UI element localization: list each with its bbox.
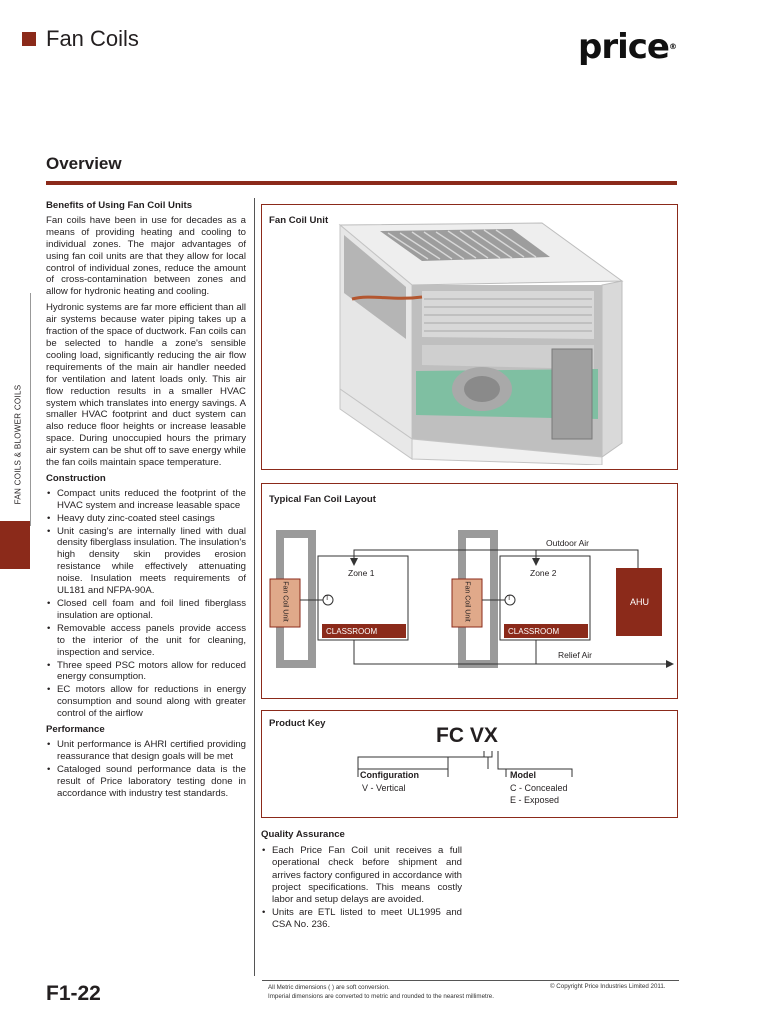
- page-number: F1-22: [46, 982, 101, 1005]
- sidebar-tab-label: [4, 380, 34, 510]
- model-heading: Model: [510, 770, 536, 780]
- construction-list: [46, 488, 246, 720]
- fan-coil-unit-1-label: Fan Coil Unit: [281, 581, 289, 622]
- page-header-title: Fan Coils: [46, 26, 139, 51]
- list-item: • Removable access panels provide access to the interior of the unit for cleaning, inspection and service.: [46, 623, 246, 659]
- fan-coil-unit-label: Fan Coil Unit: [269, 215, 329, 226]
- list-item: • EC motors allow for reductions in energy consumption and sound along with greater control of the airflow: [46, 684, 246, 720]
- sidebar-label-text: FAN COILS & BLOWER COILS: [13, 384, 23, 505]
- section-rule: [46, 181, 677, 185]
- product-key-code: FC VX: [436, 724, 498, 747]
- construction-heading: Construction: [46, 472, 106, 484]
- copyright: © Copyright Price Industries Limited 2011.: [550, 983, 666, 990]
- header-accent-square: [22, 32, 36, 46]
- product-key-label: Product Key: [269, 718, 326, 729]
- registered-mark: ®: [668, 42, 677, 51]
- ahu-label: AHU: [630, 597, 650, 607]
- performance-heading: Performance: [46, 724, 105, 736]
- fan-coil-unit-illustration: [332, 219, 632, 465]
- left-column: [46, 200, 246, 804]
- model-value-concealed: C - Concealed: [510, 783, 568, 793]
- benefits-heading: Benefits of Using Fan Coil Units: [46, 200, 193, 211]
- fan-coil-layout-label: Typical Fan Coil Layout: [269, 494, 376, 505]
- footer-note-line-1: All Metric dimensions ( ) are soft conversion.: [268, 984, 390, 991]
- footer-rule: [262, 980, 679, 981]
- section-title: Overview: [46, 154, 122, 173]
- benefits-paragraph-1: Fan coils have been in use for decades as a means of providing heating and cooling to individual zones. The major advantages of using fan coil units are that they allow for local control of individual zones, reduce the amount of cross-contamination between zones and allow for hydronic heating and cooling.: [46, 214, 246, 298]
- thermostat-2-label: T: [507, 595, 512, 602]
- list-item: • Unit performance is AHRI certified providing reassurance that design goals will be met: [46, 739, 246, 763]
- list-item: • Unit casing's are internally lined with dual density fiberglass insulation. The insulation's high density skin provides erosion resistance while effectively attenuating noise. Insulation meets requirements of UL181 and NFPA-90A.: [46, 526, 246, 597]
- column-divider: [254, 198, 255, 976]
- classroom-2-label: CLASSROOM: [508, 627, 560, 636]
- performance-list: [46, 739, 246, 800]
- quality-assurance-section: [261, 829, 462, 933]
- footer-note-line-2: Imperial dimensions are converted to metric and rounded to the nearest millimetre.: [268, 993, 494, 1000]
- configuration-heading: Configuration: [360, 770, 419, 780]
- thermostat-1-label: T: [325, 595, 330, 602]
- sidebar-section-marker: [0, 521, 30, 569]
- zone-1-label: Zone 1: [348, 568, 375, 578]
- quality-list: [261, 845, 462, 931]
- outdoor-air-label: Outdoor Air: [546, 538, 589, 548]
- list-item: • Three speed PSC motors allow for reduced energy consumption.: [46, 660, 246, 684]
- zone-2-label: Zone 2: [530, 568, 557, 578]
- product-key-connectors: [262, 711, 677, 817]
- list-item: • Cataloged sound performance data is the result of Price laboratory testing done in accordance with industry test standards.: [46, 764, 246, 800]
- relief-air-label: Relief Air: [558, 650, 593, 660]
- list-item: • Each Price Fan Coil unit receives a full operational check before shipment and arrives factory configured in accordance with project specifications. This means costly labor and setup delays are avoided.: [261, 845, 462, 906]
- price-logo: [578, 27, 677, 67]
- quality-heading: Quality Assurance: [261, 829, 345, 840]
- classroom-1-label: CLASSROOM: [326, 627, 378, 636]
- list-item: • Units are ETL listed to meet UL1995 and CSA No. 236.: [261, 907, 462, 931]
- list-item: • Closed cell foam and foil lined fiberglass insulation are optional.: [46, 598, 246, 622]
- footer-note: [268, 983, 494, 1001]
- configuration-value: V - Vertical: [362, 783, 406, 793]
- model-value-exposed: E - Exposed: [510, 795, 560, 805]
- list-item: • Compact units reduced the footprint of the HVAC system and increase leasable space: [46, 488, 246, 512]
- fan-coil-unit-panel: [261, 204, 678, 470]
- product-key-panel: [261, 710, 678, 818]
- list-item: • Heavy duty zinc-coated steel casings: [46, 513, 246, 525]
- fan-coil-layout-panel: [261, 483, 678, 699]
- fan-coil-unit-2-label: Fan Coil Unit: [463, 581, 471, 622]
- logo-text: price: [578, 27, 669, 67]
- benefits-paragraph-2: Hydronic systems are far more efficient than all air systems because water piping takes up a fraction of the space of ductwork. Fan coils can be selected to handle a zone's sensible cooling load, significantly reducing the air flow requirements of the main air handler needed for ventilation and latent loads only. This air flow reduction results in a smaller HVAC system which translates into energy savings. A smaller HVAC footprint and duct system can also reduce floor heights or increase leasable space. During unoccupied hours the primary air system can be shut off to save energy while the fan coils maintain space temperature.: [46, 302, 246, 469]
